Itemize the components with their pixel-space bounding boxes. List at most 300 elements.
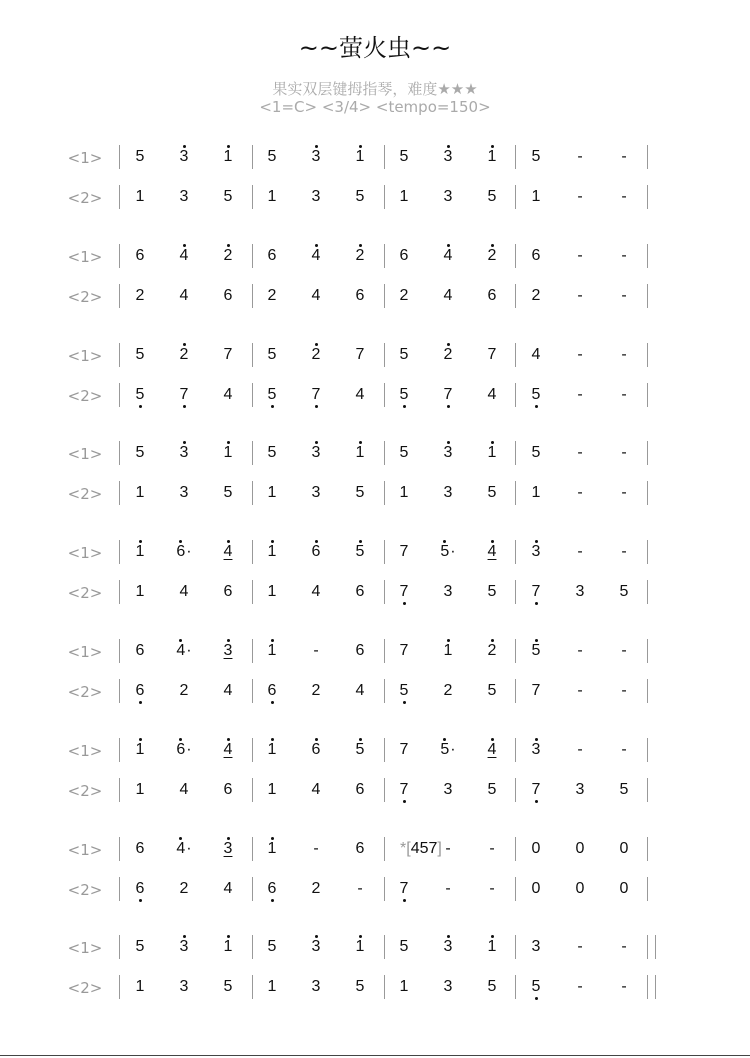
- note-digit: 5: [399, 345, 409, 363]
- barline: [384, 185, 385, 209]
- part-label: <1>: [67, 346, 103, 365]
- barline: [119, 540, 120, 564]
- note-digit: 7: [400, 781, 409, 799]
- note-digit: 0: [531, 839, 541, 857]
- high-octave-dot: [315, 738, 318, 741]
- high-octave-dot: [271, 738, 274, 741]
- page-bottom-rule: [0, 1055, 750, 1056]
- note: [211, 346, 245, 364]
- staff-part-2: [0, 975, 750, 1001]
- barline: [515, 975, 516, 999]
- note: [167, 880, 201, 898]
- note: [167, 444, 201, 462]
- note-digit: -: [577, 385, 583, 403]
- note: [123, 938, 157, 956]
- note-digit: -: [621, 938, 627, 956]
- note-digit: 3: [312, 148, 321, 166]
- note-digit: 6: [176, 543, 185, 561]
- note-digit: 0: [575, 839, 585, 857]
- barline: [119, 481, 120, 505]
- note: [255, 938, 289, 956]
- barline: [384, 738, 385, 762]
- high-octave-dot: [227, 837, 230, 840]
- note-digit: 5: [399, 938, 409, 956]
- note: [299, 880, 333, 898]
- note: [343, 741, 377, 759]
- note-digit: -: [489, 839, 495, 857]
- note-digit: 3: [443, 978, 453, 996]
- note-digit: -: [577, 444, 583, 462]
- note: [563, 287, 597, 305]
- barline: [119, 441, 120, 465]
- part-label: <1>: [67, 445, 103, 464]
- low-octave-dot: [403, 800, 406, 803]
- note: [475, 543, 509, 561]
- note: [123, 583, 157, 601]
- note-digit: 2: [135, 286, 145, 304]
- part-label: <2>: [67, 287, 103, 306]
- note-digit: 5: [619, 583, 629, 601]
- note-digit: 6: [223, 286, 233, 304]
- barline: [647, 383, 648, 407]
- barline: [119, 244, 120, 268]
- barline: [515, 244, 516, 268]
- augmentation-dot: ·: [450, 740, 456, 758]
- note-digit: -: [577, 978, 583, 996]
- note-digit: -: [577, 286, 583, 304]
- high-octave-dot: [447, 441, 450, 444]
- part-label: <2>: [67, 189, 103, 207]
- note-digit: 5: [267, 345, 277, 363]
- chord-close: ]: [437, 839, 442, 857]
- note-digit: 1: [268, 840, 277, 858]
- note-digit: 5: [267, 444, 277, 462]
- high-octave-dot: [271, 837, 274, 840]
- note-digit: 1: [356, 444, 365, 462]
- note: [211, 287, 245, 305]
- note: [211, 642, 245, 660]
- note: [607, 583, 641, 601]
- note-digit: 4: [487, 385, 497, 403]
- note: [563, 642, 597, 660]
- note: [519, 484, 553, 502]
- note-digit: 5: [532, 386, 541, 404]
- barline: [515, 778, 516, 802]
- note: [387, 978, 421, 996]
- high-octave-dot: [535, 738, 538, 741]
- note-digit: 3: [532, 741, 541, 759]
- note-digit: 3: [180, 938, 189, 956]
- note: [387, 287, 421, 305]
- note-digit: -: [313, 642, 319, 659]
- augmentation-dot: ·: [186, 740, 192, 758]
- note-digit: 4: [224, 543, 233, 561]
- note-digit: 5: [487, 780, 497, 798]
- chord-open: [: [406, 839, 411, 857]
- note-digit: 1: [399, 978, 409, 996]
- note: [387, 346, 421, 364]
- note-digit: 4: [179, 583, 189, 601]
- note: [123, 346, 157, 364]
- note-digit: 5: [268, 386, 277, 404]
- note-digit: 5: [531, 444, 541, 462]
- note: [431, 188, 465, 206]
- note-digit: 6: [223, 583, 233, 601]
- note-digit: 2: [531, 286, 541, 304]
- high-octave-dot: [179, 738, 182, 741]
- note: [431, 978, 465, 996]
- high-octave-dot: [139, 540, 142, 543]
- high-octave-dot: [491, 145, 494, 148]
- barline: [515, 738, 516, 762]
- note-digit: 6: [399, 246, 409, 264]
- note-digit: 5: [619, 780, 629, 798]
- note-digit: 1: [136, 741, 145, 759]
- note-digit: 6: [355, 583, 365, 601]
- note-digit: 2: [267, 286, 277, 304]
- note-digit: 7: [399, 543, 409, 561]
- staff-part-1: [0, 639, 750, 665]
- note: [563, 444, 597, 462]
- note: [211, 148, 245, 166]
- note-digit: 4: [311, 583, 321, 601]
- barline: [119, 145, 120, 169]
- barline: [119, 343, 120, 367]
- note-digit: 5: [487, 484, 497, 502]
- note-digit: 3: [312, 938, 321, 956]
- note: [607, 148, 641, 166]
- note: [431, 642, 465, 660]
- high-octave-dot: [227, 441, 230, 444]
- barline: [119, 975, 120, 999]
- high-octave-dot: [183, 244, 186, 247]
- note: [255, 247, 289, 265]
- staff-part-2: [0, 383, 750, 409]
- note: [475, 386, 509, 404]
- barline: [384, 877, 385, 901]
- note: [519, 583, 553, 601]
- barline: [252, 441, 253, 465]
- note: [211, 978, 245, 996]
- note-digit: -: [621, 286, 627, 304]
- note: [299, 642, 333, 660]
- note: [607, 247, 641, 265]
- note-digit: 3: [444, 148, 453, 166]
- note: [299, 484, 333, 502]
- note-digit: -: [577, 642, 583, 659]
- note: [607, 880, 641, 898]
- barline: [384, 481, 385, 505]
- low-octave-dot: [403, 602, 406, 605]
- note-digit: 2: [443, 682, 453, 699]
- note-digit: 1: [268, 741, 277, 759]
- note: [519, 682, 553, 700]
- note-digit: 0: [619, 839, 629, 857]
- note: [299, 741, 333, 759]
- note: [563, 543, 597, 561]
- barline: [384, 441, 385, 465]
- note-digit: 6: [176, 741, 185, 759]
- note-digit: 1: [267, 583, 277, 601]
- note-digit: 1: [135, 978, 145, 996]
- note: [255, 583, 289, 601]
- note-digit: 0: [619, 879, 629, 897]
- note: [475, 682, 509, 700]
- note: [607, 978, 641, 996]
- staff-part-2: [0, 284, 750, 310]
- note: [123, 386, 157, 404]
- high-octave-dot: [359, 738, 362, 741]
- note: [211, 840, 245, 858]
- barline: [515, 877, 516, 901]
- barline: [515, 343, 516, 367]
- note-digit: 1: [267, 484, 277, 502]
- note: [167, 386, 201, 404]
- note: [563, 188, 597, 206]
- barline: [252, 738, 253, 762]
- augmentation-dot: ·: [186, 642, 192, 659]
- staff-part-2: [0, 778, 750, 804]
- note: [431, 386, 465, 404]
- note: [431, 682, 465, 700]
- note-digit: 3: [224, 642, 233, 660]
- note: [255, 188, 289, 206]
- low-octave-dot: [535, 800, 538, 803]
- note-digit: 5: [355, 484, 365, 502]
- high-octave-dot: [535, 639, 538, 642]
- augmentation-dot: ·: [186, 839, 192, 857]
- note: [211, 484, 245, 502]
- note: [563, 583, 597, 601]
- note-digit: 6: [268, 880, 277, 898]
- note-digit: 3: [180, 148, 189, 166]
- note-digit: 2: [179, 879, 189, 897]
- note: [519, 781, 553, 799]
- note: [299, 346, 333, 364]
- high-octave-dot: [183, 441, 186, 444]
- barline: [119, 185, 120, 209]
- note: [387, 543, 421, 561]
- note-digit: 1: [224, 444, 233, 462]
- note-digit: 3: [444, 444, 453, 462]
- barline: [647, 580, 648, 604]
- note-digit: 2: [399, 286, 409, 304]
- note-digit: 1: [356, 148, 365, 166]
- note: [475, 188, 509, 206]
- note: [475, 642, 509, 660]
- low-octave-dot: [535, 997, 538, 1000]
- note: [431, 938, 465, 956]
- low-octave-dot: [315, 405, 318, 408]
- note-digit: 1: [135, 188, 145, 205]
- barline: [252, 580, 253, 604]
- note: [387, 682, 421, 700]
- high-octave-dot: [491, 244, 494, 247]
- note: [607, 444, 641, 462]
- barline: [252, 244, 253, 268]
- note-digit: 5: [223, 978, 233, 996]
- note-digit: -: [621, 246, 627, 264]
- note: [299, 543, 333, 561]
- note-digit: 4: [488, 543, 497, 561]
- note: [123, 741, 157, 759]
- note-digit: -: [445, 879, 451, 897]
- note: [563, 148, 597, 166]
- note: [343, 880, 377, 898]
- note-digit: 5: [223, 484, 233, 502]
- staff-part-1: [0, 441, 750, 467]
- barline: [119, 679, 120, 703]
- note: [607, 346, 641, 364]
- note: [475, 583, 509, 601]
- chord-text: 457: [410, 839, 438, 857]
- note: [211, 741, 245, 759]
- note: [431, 484, 465, 502]
- high-octave-dot: [179, 540, 182, 543]
- staff-part-2: [0, 185, 750, 211]
- high-octave-dot: [179, 837, 182, 840]
- part-label: <1>: [67, 544, 103, 563]
- high-octave-dot: [183, 145, 186, 148]
- barline: [252, 383, 253, 407]
- note: [607, 938, 641, 956]
- note-digit: 4: [531, 345, 541, 363]
- barline: [647, 935, 648, 959]
- note: [167, 840, 201, 858]
- note-digit: 3: [180, 444, 189, 462]
- note: [387, 938, 421, 956]
- note: [255, 642, 289, 660]
- note-digit: 2: [356, 247, 365, 265]
- part-label: <2>: [67, 485, 103, 504]
- high-octave-dot: [447, 639, 450, 642]
- high-octave-dot: [183, 343, 186, 346]
- note: [299, 781, 333, 799]
- note-digit: 7: [355, 345, 365, 363]
- note: [387, 148, 421, 166]
- note-digit: 4: [176, 840, 185, 858]
- high-octave-dot: [227, 639, 230, 642]
- note: [519, 978, 553, 996]
- note: [299, 978, 333, 996]
- note-digit: 3: [444, 938, 453, 956]
- note: [211, 781, 245, 799]
- note: [475, 938, 509, 956]
- final-barline: [655, 935, 656, 959]
- note-digit: 3: [575, 583, 585, 601]
- chord-star: *: [400, 839, 407, 857]
- note: [519, 642, 553, 660]
- note-digit: -: [577, 148, 583, 165]
- barline: [647, 343, 648, 367]
- note-digit: 3: [311, 484, 321, 502]
- note: [563, 938, 597, 956]
- note: [519, 148, 553, 166]
- note-digit: 5: [135, 148, 145, 165]
- barline: [119, 877, 120, 901]
- barline: [384, 383, 385, 407]
- note: [387, 781, 421, 799]
- high-octave-dot: [447, 343, 450, 346]
- song-title: ~~萤火虫~~: [298, 34, 452, 62]
- note-digit: 3: [179, 484, 189, 502]
- note: [167, 543, 201, 561]
- note-digit: 6: [135, 642, 145, 659]
- note: [475, 741, 509, 759]
- barline: [252, 481, 253, 505]
- note: [387, 583, 421, 601]
- note-digit: 4: [444, 247, 453, 265]
- note-digit: 5: [223, 188, 233, 205]
- note-digit: 3: [575, 780, 585, 798]
- barline: [647, 540, 648, 564]
- low-octave-dot: [139, 899, 142, 902]
- note-digit: 5: [400, 682, 409, 700]
- staff-part-1: [0, 837, 750, 863]
- barline: [119, 639, 120, 663]
- note-digit: 5: [136, 386, 145, 404]
- note-digit: 5: [399, 444, 409, 462]
- barline: [515, 540, 516, 564]
- note: [519, 346, 553, 364]
- note-digit: 4: [488, 741, 497, 759]
- note: [167, 781, 201, 799]
- note-digit: 5: [356, 543, 365, 561]
- note: [123, 978, 157, 996]
- barline: [647, 738, 648, 762]
- high-octave-dot: [491, 639, 494, 642]
- note: [299, 148, 333, 166]
- note: [607, 682, 641, 700]
- note: [255, 978, 289, 996]
- note-digit: 1: [267, 780, 277, 798]
- high-octave-dot: [359, 244, 362, 247]
- note: [299, 386, 333, 404]
- note-digit: 3: [311, 188, 321, 205]
- note-digit: 1: [531, 484, 541, 502]
- barline: [384, 837, 385, 861]
- note-digit: 5: [487, 188, 497, 205]
- note-digit: 2: [444, 346, 453, 364]
- note: [431, 543, 465, 561]
- note: [123, 543, 157, 561]
- note: [475, 978, 509, 996]
- note: [431, 346, 465, 364]
- note: [475, 484, 509, 502]
- barline: [384, 580, 385, 604]
- low-octave-dot: [535, 602, 538, 605]
- note: [387, 247, 421, 265]
- high-octave-dot: [271, 639, 274, 642]
- note: [299, 247, 333, 265]
- high-octave-dot: [491, 441, 494, 444]
- note: [167, 484, 201, 502]
- note: [387, 444, 421, 462]
- part-label: <1>: [67, 247, 103, 266]
- high-octave-dot: [179, 639, 182, 642]
- note-digit: 2: [224, 247, 233, 265]
- note: [123, 148, 157, 166]
- barline: [119, 738, 120, 762]
- note: [343, 938, 377, 956]
- note-digit: -: [445, 839, 451, 857]
- note-digit: 6: [355, 839, 365, 857]
- note: [387, 741, 421, 759]
- barline: [647, 481, 648, 505]
- note-digit: -: [621, 543, 627, 561]
- note-digit: 4: [180, 247, 189, 265]
- high-octave-dot: [491, 540, 494, 543]
